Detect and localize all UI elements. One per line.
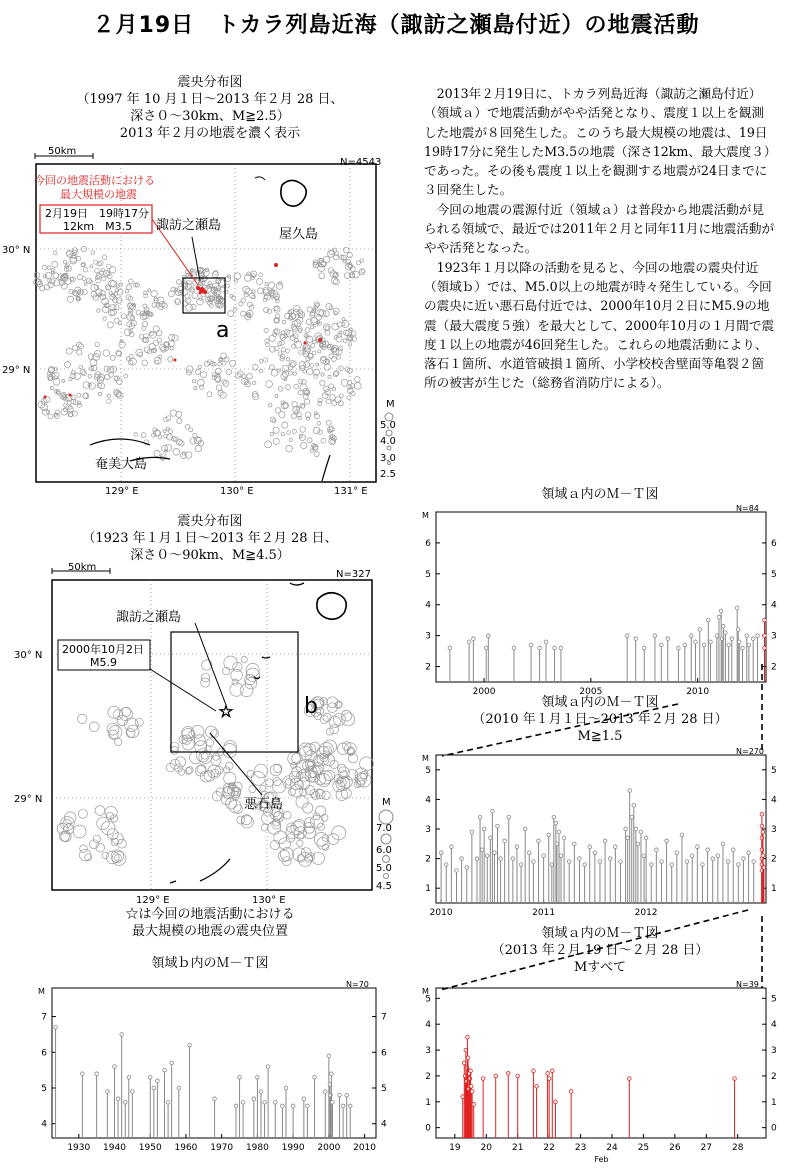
data-point bbox=[625, 634, 629, 638]
y-tick-label: 2 bbox=[425, 1071, 431, 1082]
map1-caption-line: （1997 年 10 月１日～2013 年２月 28 日、 bbox=[76, 92, 344, 107]
x-tick-label: 1990 bbox=[281, 1143, 305, 1153]
data-point bbox=[677, 646, 681, 650]
data-point bbox=[634, 637, 638, 641]
yakushima-island bbox=[317, 593, 346, 620]
data-point bbox=[259, 1090, 263, 1094]
map1-caption bbox=[30, 74, 390, 142]
data-point bbox=[166, 1100, 170, 1104]
x-tick-label: 27 bbox=[700, 1143, 713, 1153]
data-point bbox=[348, 1104, 352, 1108]
data-point bbox=[481, 1077, 485, 1081]
chart-title-line: （2013 年２月 19 日～２月 28 日） bbox=[491, 943, 709, 958]
data-point bbox=[163, 1068, 167, 1072]
data-point bbox=[284, 1086, 288, 1090]
data-point bbox=[331, 1100, 335, 1104]
callout-red-line: 最大規模の地震 bbox=[60, 188, 137, 201]
callout-red-line: 今回の地震活動における bbox=[34, 174, 155, 187]
map1-caption-line: 震央分布図 bbox=[177, 75, 243, 90]
event-callout-line: 2000年10月2日 bbox=[62, 643, 144, 656]
y-tick-label: 0 bbox=[771, 1123, 777, 1134]
count-label: N=270 bbox=[736, 747, 764, 756]
data-point bbox=[763, 634, 767, 638]
y-axis-label: M bbox=[422, 987, 429, 996]
lat-label: 30° N bbox=[2, 245, 31, 256]
legend-value: 4.0 bbox=[380, 436, 396, 447]
legend-value: 5.0 bbox=[380, 420, 396, 431]
data-point bbox=[469, 1069, 473, 1073]
event-callout-line: M5.9 bbox=[90, 656, 117, 669]
x-tick-label: 26 bbox=[669, 1143, 681, 1153]
y-tick-label: 5 bbox=[425, 569, 431, 580]
data-point bbox=[717, 615, 721, 619]
y-tick-label: 3 bbox=[771, 825, 777, 835]
data-point bbox=[468, 1077, 472, 1081]
map1-caption-line: 2013 年２月の地震を濃く表示 bbox=[119, 126, 301, 141]
y-tick-label: 2 bbox=[425, 662, 431, 673]
data-point bbox=[266, 1065, 270, 1069]
x-tick-label: 2005 bbox=[579, 687, 603, 697]
data-point bbox=[751, 637, 755, 641]
legend-title: M bbox=[382, 797, 391, 808]
data-point bbox=[763, 618, 767, 622]
data-point bbox=[736, 628, 740, 632]
lat-label: 30° N bbox=[14, 650, 43, 661]
legend-title: M bbox=[386, 399, 395, 410]
map1-caption-line: 深さ０～30km、M≧2.5） bbox=[130, 109, 290, 124]
lon-label: 130° E bbox=[220, 486, 254, 497]
data-point bbox=[735, 606, 739, 610]
data-point bbox=[741, 646, 745, 650]
data-point bbox=[338, 1093, 342, 1097]
count-label: N=84 bbox=[736, 504, 759, 513]
y-tick-label: 4 bbox=[771, 795, 777, 806]
y-tick-label: 4 bbox=[425, 795, 431, 806]
description-text bbox=[424, 84, 776, 393]
data-point bbox=[313, 1075, 317, 1079]
data-point bbox=[238, 1075, 242, 1079]
plot-frame bbox=[436, 988, 766, 1138]
chart-title-line: Mすべて bbox=[573, 960, 627, 975]
data-point bbox=[698, 628, 702, 632]
x-tick-label: 2000 bbox=[472, 687, 496, 697]
data-point bbox=[516, 1074, 520, 1078]
y-tick-label: 2 bbox=[771, 1071, 777, 1082]
data-point bbox=[721, 625, 725, 629]
x-axis-label: Feb bbox=[594, 1155, 609, 1164]
data-point bbox=[719, 609, 723, 613]
legend-value: 7.0 bbox=[376, 823, 392, 834]
data-point bbox=[689, 634, 693, 638]
data-point bbox=[95, 1072, 99, 1076]
data-point bbox=[116, 1097, 120, 1101]
y-tick-label: 4 bbox=[771, 1020, 777, 1031]
y-tick-label: 6 bbox=[41, 1048, 47, 1059]
y-tick-label: 1 bbox=[425, 1097, 431, 1108]
y-axis-label: M bbox=[422, 511, 429, 520]
data-point bbox=[327, 1054, 331, 1058]
x-tick-label: 2010 bbox=[686, 687, 710, 697]
scale-label: 50km bbox=[48, 146, 77, 157]
data-point bbox=[569, 1090, 573, 1094]
data-point bbox=[666, 637, 670, 641]
data-point bbox=[709, 640, 713, 644]
data-point bbox=[738, 640, 742, 644]
data-point bbox=[553, 646, 557, 650]
y-tick-label: 6 bbox=[425, 538, 431, 549]
data-point bbox=[727, 643, 731, 647]
y-tick-label: 6 bbox=[771, 538, 777, 549]
data-point bbox=[463, 1074, 467, 1078]
x-tick-label: 23 bbox=[574, 1143, 587, 1153]
y-tick-label: 5 bbox=[425, 994, 431, 1005]
data-point bbox=[467, 640, 471, 644]
x-tick-label: 2010 bbox=[353, 1143, 377, 1153]
y-tick-label: 3 bbox=[771, 631, 777, 642]
data-point bbox=[469, 1084, 473, 1088]
y-tick-label: 0 bbox=[425, 1123, 431, 1134]
data-point bbox=[554, 1100, 558, 1104]
data-point bbox=[329, 1093, 333, 1097]
data-point bbox=[535, 1084, 539, 1088]
y-tick-label: 1 bbox=[771, 884, 777, 895]
map2-footnote bbox=[30, 906, 390, 940]
data-point bbox=[302, 1097, 306, 1101]
x-tick-label: 1940 bbox=[103, 1143, 126, 1153]
data-point bbox=[532, 1069, 536, 1073]
data-point bbox=[694, 640, 698, 644]
y-tick-label: 2 bbox=[771, 662, 777, 673]
lat-label: 29° N bbox=[2, 365, 31, 376]
data-point bbox=[148, 1075, 152, 1079]
y-tick-label: 1 bbox=[425, 884, 431, 895]
yakushima-label: 屋久島 bbox=[279, 227, 319, 242]
data-point bbox=[715, 634, 719, 638]
y-tick-label: 4 bbox=[771, 600, 777, 611]
data-point bbox=[529, 643, 533, 647]
legend-value: 4.5 bbox=[376, 881, 392, 892]
legend-value: 6.0 bbox=[376, 845, 392, 856]
y-tick-label: 3 bbox=[425, 825, 431, 835]
data-point bbox=[487, 634, 491, 638]
y-tick-label: 5 bbox=[771, 569, 777, 580]
data-point bbox=[546, 1072, 550, 1076]
x-tick-label: 1970 bbox=[210, 1143, 234, 1153]
x-tick-label: 21 bbox=[511, 1143, 524, 1153]
y-tick-label: 7 bbox=[381, 1012, 387, 1023]
data-point bbox=[653, 634, 657, 638]
data-point bbox=[306, 1104, 310, 1108]
data-point bbox=[273, 1100, 277, 1104]
data-point bbox=[241, 1100, 245, 1104]
data-point bbox=[54, 1025, 58, 1029]
data-point bbox=[484, 646, 488, 650]
data-point bbox=[263, 1100, 267, 1104]
y-tick-label: 6 bbox=[381, 1048, 387, 1059]
mt-chart-region-b bbox=[0, 980, 400, 1165]
x-tick-label: 28 bbox=[731, 1143, 744, 1153]
y-tick-label: 2 bbox=[771, 854, 777, 865]
zoom-connectors bbox=[410, 660, 792, 1000]
y-axis-label: M bbox=[38, 987, 45, 996]
x-tick-label: 2010 bbox=[429, 908, 453, 918]
data-point bbox=[113, 1065, 117, 1069]
mt-chart-region-a-feb bbox=[410, 980, 792, 1168]
footnote-line: 最大規模の地震の震央位置 bbox=[131, 924, 288, 939]
data-point bbox=[120, 1033, 124, 1037]
y-tick-label: 4 bbox=[41, 1119, 47, 1130]
lon-label: 129° E bbox=[105, 486, 139, 497]
y-tick-label: 5 bbox=[771, 994, 777, 1005]
lat-label: 29° N bbox=[14, 794, 43, 805]
chart-title-line: M≧1.5 bbox=[577, 729, 623, 744]
data-point bbox=[512, 646, 516, 650]
x-tick-label: 1980 bbox=[245, 1143, 269, 1153]
paragraph: 1923年１月以降の活動を見ると、今回の地震の震央付近（領域ｂ）では、M5.0以上の地震が時々発生している。今回の震央に近い悪石島付近では、2000年10月２日にM5.9の地震（最大震度５強）を最大として、2000年10月の１月間で震度１以上の地震が46回発生した。これらの地震活動により、落石１箇所、水道管破損１箇所、小学校校舎壁面等亀裂２箇所の被害が生じた（総務省消防庁による）。 bbox=[424, 259, 775, 391]
lon-label: 129° E bbox=[136, 895, 170, 906]
data-point bbox=[642, 646, 646, 650]
data-point bbox=[345, 1093, 349, 1097]
y-axis-label: M bbox=[422, 754, 429, 763]
legend-value: 3.0 bbox=[380, 453, 396, 464]
data-point bbox=[213, 1097, 217, 1101]
data-point bbox=[131, 1090, 135, 1094]
data-point bbox=[747, 643, 751, 647]
yakushima-island bbox=[281, 180, 306, 206]
data-point bbox=[152, 1086, 156, 1090]
mt-chart-1-title: 領域ａ内のＭ－Ｔ図 bbox=[541, 487, 659, 502]
data-point bbox=[448, 646, 452, 650]
epicenter-map-1 bbox=[0, 145, 410, 500]
data-point bbox=[81, 1072, 85, 1076]
chart-title-line: （2010 年１月１日～2013 年２月 28 日） bbox=[472, 712, 728, 727]
event-callout-line: 12km M3.5 bbox=[63, 220, 133, 233]
data-point bbox=[323, 1090, 327, 1094]
y-tick-label: 4 bbox=[425, 1020, 431, 1031]
x-tick-label: 2000 bbox=[317, 1143, 341, 1153]
data-point bbox=[252, 1097, 256, 1101]
data-point bbox=[756, 634, 760, 638]
x-tick-label: 22 bbox=[543, 1143, 555, 1153]
data-point bbox=[472, 1103, 476, 1107]
data-point bbox=[730, 637, 734, 641]
x-tick-label: 2012 bbox=[634, 908, 658, 918]
y-tick-label: 4 bbox=[425, 600, 431, 611]
amami-label: 奄美大島 bbox=[95, 457, 148, 472]
x-tick-label: 20 bbox=[480, 1143, 493, 1153]
data-point bbox=[627, 1077, 631, 1081]
count-label: N=39 bbox=[736, 980, 759, 989]
data-point bbox=[745, 634, 749, 638]
data-point bbox=[506, 1072, 510, 1076]
legend-value: 5.0 bbox=[376, 863, 392, 874]
data-point bbox=[763, 646, 767, 650]
data-point bbox=[538, 646, 542, 650]
y-tick-label: 5 bbox=[425, 765, 431, 776]
suwanose-label: 諏訪之瀬島 bbox=[156, 218, 222, 233]
map2-caption bbox=[30, 513, 390, 564]
y-tick-label: 2 bbox=[425, 854, 431, 865]
data-point bbox=[470, 1090, 474, 1094]
page-title: ２月19日 トカラ列島近海（諏訪之瀬島付近）の地震活動 bbox=[92, 13, 700, 38]
data-point bbox=[256, 1075, 260, 1079]
event-count: N=4543 bbox=[340, 157, 382, 168]
data-point bbox=[123, 1100, 127, 1104]
x-tick-label: 1950 bbox=[138, 1143, 162, 1153]
y-tick-label: 3 bbox=[771, 1046, 777, 1057]
connector-lines bbox=[440, 664, 762, 990]
lon-label: 130° E bbox=[252, 895, 286, 906]
map2-caption-line: 震央分布図 bbox=[177, 514, 243, 529]
star-icon: ☆ bbox=[218, 702, 234, 722]
data-point bbox=[683, 643, 687, 647]
chart-title-line: 領域ａ内のＭ－Ｔ図 bbox=[541, 926, 659, 941]
x-tick-label: 19 bbox=[449, 1143, 461, 1153]
data-point bbox=[494, 1074, 498, 1078]
data-point bbox=[466, 1035, 470, 1039]
data-point bbox=[544, 640, 548, 644]
data-point bbox=[702, 643, 706, 647]
data-point bbox=[547, 1077, 551, 1081]
y-tick-label: 3 bbox=[425, 1046, 431, 1057]
data-point bbox=[707, 618, 711, 622]
data-point bbox=[170, 1061, 174, 1065]
data-point bbox=[330, 1072, 334, 1076]
y-tick-label: 3 bbox=[425, 631, 431, 642]
x-tick-label: 25 bbox=[637, 1143, 650, 1153]
count-label: N=70 bbox=[346, 980, 369, 989]
lon-label: 131° E bbox=[334, 486, 368, 497]
y-tick-label: 5 bbox=[381, 1084, 387, 1094]
data-point bbox=[550, 1069, 554, 1073]
data-point bbox=[472, 637, 476, 641]
footnote-line: ☆は今回の地震活動における bbox=[125, 907, 295, 922]
chart-title-line: 領域ａ内のＭ－Ｔ図 bbox=[541, 695, 659, 710]
x-tick-label: 1960 bbox=[174, 1143, 198, 1153]
x-tick-label: 24 bbox=[606, 1143, 618, 1153]
x-tick-label: 1930 bbox=[67, 1143, 91, 1153]
data-point bbox=[281, 1104, 285, 1108]
data-point bbox=[291, 1104, 295, 1108]
scale-label: 50km bbox=[68, 562, 97, 573]
data-point bbox=[466, 1056, 470, 1060]
data-point bbox=[234, 1104, 238, 1108]
plot-frame bbox=[52, 988, 376, 1138]
map2-caption-line: 深さ０～90km、M≧4.5） bbox=[130, 548, 290, 563]
event-callout-line: 2月19日 19時17分 bbox=[45, 207, 149, 220]
y-tick-label: 1 bbox=[771, 1097, 777, 1108]
y-tick-label: 4 bbox=[381, 1119, 387, 1130]
data-point bbox=[341, 1104, 345, 1108]
data-point bbox=[156, 1079, 160, 1083]
data-point bbox=[188, 1043, 192, 1047]
akuseki-label: 悪石島 bbox=[244, 797, 284, 812]
data-point bbox=[559, 646, 563, 650]
y-tick-label: 5 bbox=[41, 1084, 47, 1094]
data-point bbox=[660, 643, 664, 647]
legend-value: 2.5 bbox=[380, 469, 396, 480]
epicenter-map-2 bbox=[0, 562, 410, 906]
paragraph: 今回の地震の震源付近（領域ａ）は普段から地震活動が見られる領域で、最近では2011年２月と同年11月に地震活動がやや活発となった。 bbox=[424, 201, 775, 256]
event-count: N=327 bbox=[336, 569, 371, 580]
x-tick-label: 2011 bbox=[532, 908, 556, 918]
map2-caption-line: （1923 年１月１日～2013 年２月 28 日、 bbox=[82, 531, 338, 546]
data-point bbox=[733, 1077, 737, 1081]
suwanose-label: 諏訪之瀬島 bbox=[116, 610, 182, 625]
data-point bbox=[127, 1075, 131, 1079]
data-point bbox=[177, 1086, 181, 1090]
region-a-label: a bbox=[216, 318, 230, 343]
y-tick-label: 7 bbox=[41, 1012, 47, 1023]
mt-chart-4-title: 領域ｂ内のＭ－Ｔ図 bbox=[151, 956, 269, 971]
data-point bbox=[724, 631, 728, 635]
region-b-label: b bbox=[304, 694, 318, 719]
paragraph: 2013年２月19日に、トカラ列島近海（諏訪之瀬島付近）（領域ａ）で地震活動がやや活発となり、震度１以上を観測した地震が８回発生した。このうち最大規模の地震は、19日19時17分に発生したM3.5の地震（深さ12km、最大震度３）であった。その後も震度１以上を観測する地震が24日までに３回発生した。 bbox=[424, 86, 771, 198]
data-point bbox=[106, 1090, 110, 1094]
y-tick-label: 5 bbox=[771, 765, 777, 776]
